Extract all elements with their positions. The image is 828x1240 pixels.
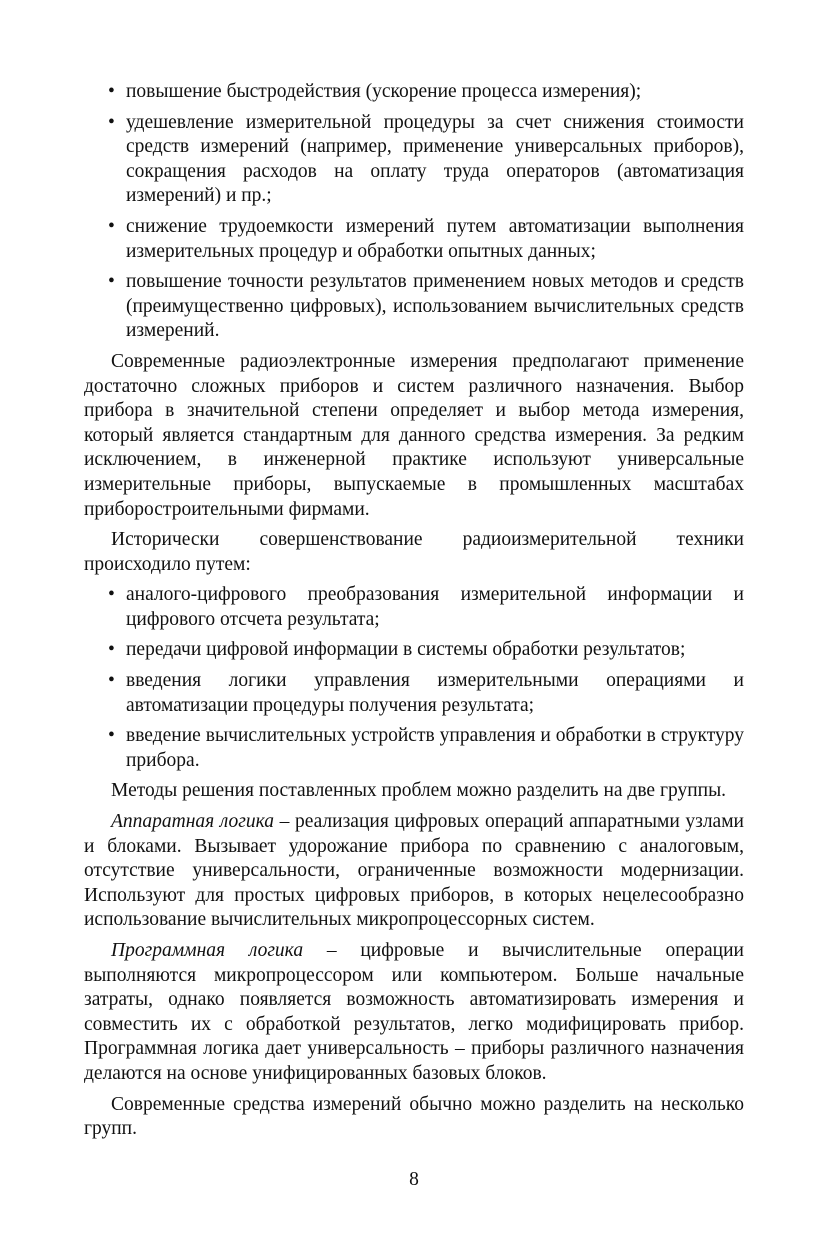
paragraph-hardware-logic xyxy=(84,810,744,933)
bullet-marker: • xyxy=(108,725,115,747)
list-item-text: повышение точности результатов применением новых методов и средств (преимущественно цифровых), использованием вычислительных средств измерений. xyxy=(126,271,744,342)
bullet-marker: • xyxy=(108,81,115,102)
list-item xyxy=(84,583,744,632)
list-item-text: введения логики управления измерительными операциями и автоматизации процедуры получения результата; xyxy=(126,670,744,716)
goals-list xyxy=(84,80,744,344)
list-item xyxy=(84,270,744,344)
page-number: 8 xyxy=(409,1169,419,1190)
paragraph-modern-measurements: Современные радиоэлектронные измерения предполагают применение достаточно сложных приборов и систем различного назначения. Выбор прибора в значительной степени определяет и выбор метода измерения, который является стандартным для данного средства измерения. За редким исключением, в инженерной практике используют универсальные измерительные приборы, выпускаемые в промышленных масштабах приборостроительными фирмами. xyxy=(84,350,744,520)
bullet-marker: • xyxy=(108,271,115,293)
definition-software-logic: – цифровые и вычислительные операции выполняются микропроцессором или компьютером. Больше начальные затраты, однако появляется возможность автоматизировать измерения и совместить их с обработкой результатов, легко модифицировать прибор. Программная логика дает универсальность – приборы различного назначения делаются на основе унифицированных базовых блоков. xyxy=(84,940,744,1084)
bullet-marker: • xyxy=(108,111,115,133)
list-item-text: повышение быстродействия (ускорение процесса измерения); xyxy=(126,81,642,102)
list-item-text: передачи цифровой информации в системы обработки результатов; xyxy=(126,639,686,661)
paragraph-methods: Методы решения поставленных проблем можно разделить на две группы. xyxy=(111,780,727,802)
list-item-text: введение вычислительных устройств управления и обработки в структуру прибора. xyxy=(126,725,744,771)
bullet-marker: • xyxy=(108,670,115,692)
list-item xyxy=(84,638,744,663)
list-item-text: аналого-цифрового преобразования измерительной информации и цифрового отсчета результата; xyxy=(126,584,744,630)
paragraph-instrument-groups: Современные средства измерений обычно можно разделить на несколько групп. xyxy=(84,1093,744,1140)
history-list xyxy=(84,583,744,773)
bullet-marker: • xyxy=(108,215,115,237)
list-item-text: снижение трудоемкости измерений путем автоматизации выполнения измерительных процедур и обработки опытных данных; xyxy=(126,215,744,262)
bullet-marker: • xyxy=(108,639,115,661)
list-item-text: удешевление измерительной процедуры за счет снижения стоимости средств измерений (например, применение универсальных приборов), сокращения расходов на оплату труда операторов (автоматизация измерений) и пр.; xyxy=(126,111,744,207)
list-item xyxy=(84,669,744,718)
list-item xyxy=(84,111,744,209)
paragraph-history: Исторически совершенствование радиоизмерительной техники происходило путем: xyxy=(84,529,744,575)
definition-hardware-logic: – реализация цифровых операций аппаратными узлами и блоками. Вызывает удорожание прибора по сравнению с аналоговым, отсутствие универсальности, ограниченные возможности модернизации. Используют для простых цифровых приборов, в которых нецелесообразно использование вычислительных микропроцессорных систем. xyxy=(84,811,744,931)
list-item xyxy=(84,724,744,773)
list-item xyxy=(84,215,744,264)
bullet-marker: • xyxy=(108,584,115,606)
page-body xyxy=(84,80,744,1148)
term-software-logic: Программная логика xyxy=(111,940,304,961)
term-hardware-logic: Аппаратная логика xyxy=(111,811,275,833)
paragraph-software-logic xyxy=(84,939,744,1087)
list-item xyxy=(84,80,744,105)
